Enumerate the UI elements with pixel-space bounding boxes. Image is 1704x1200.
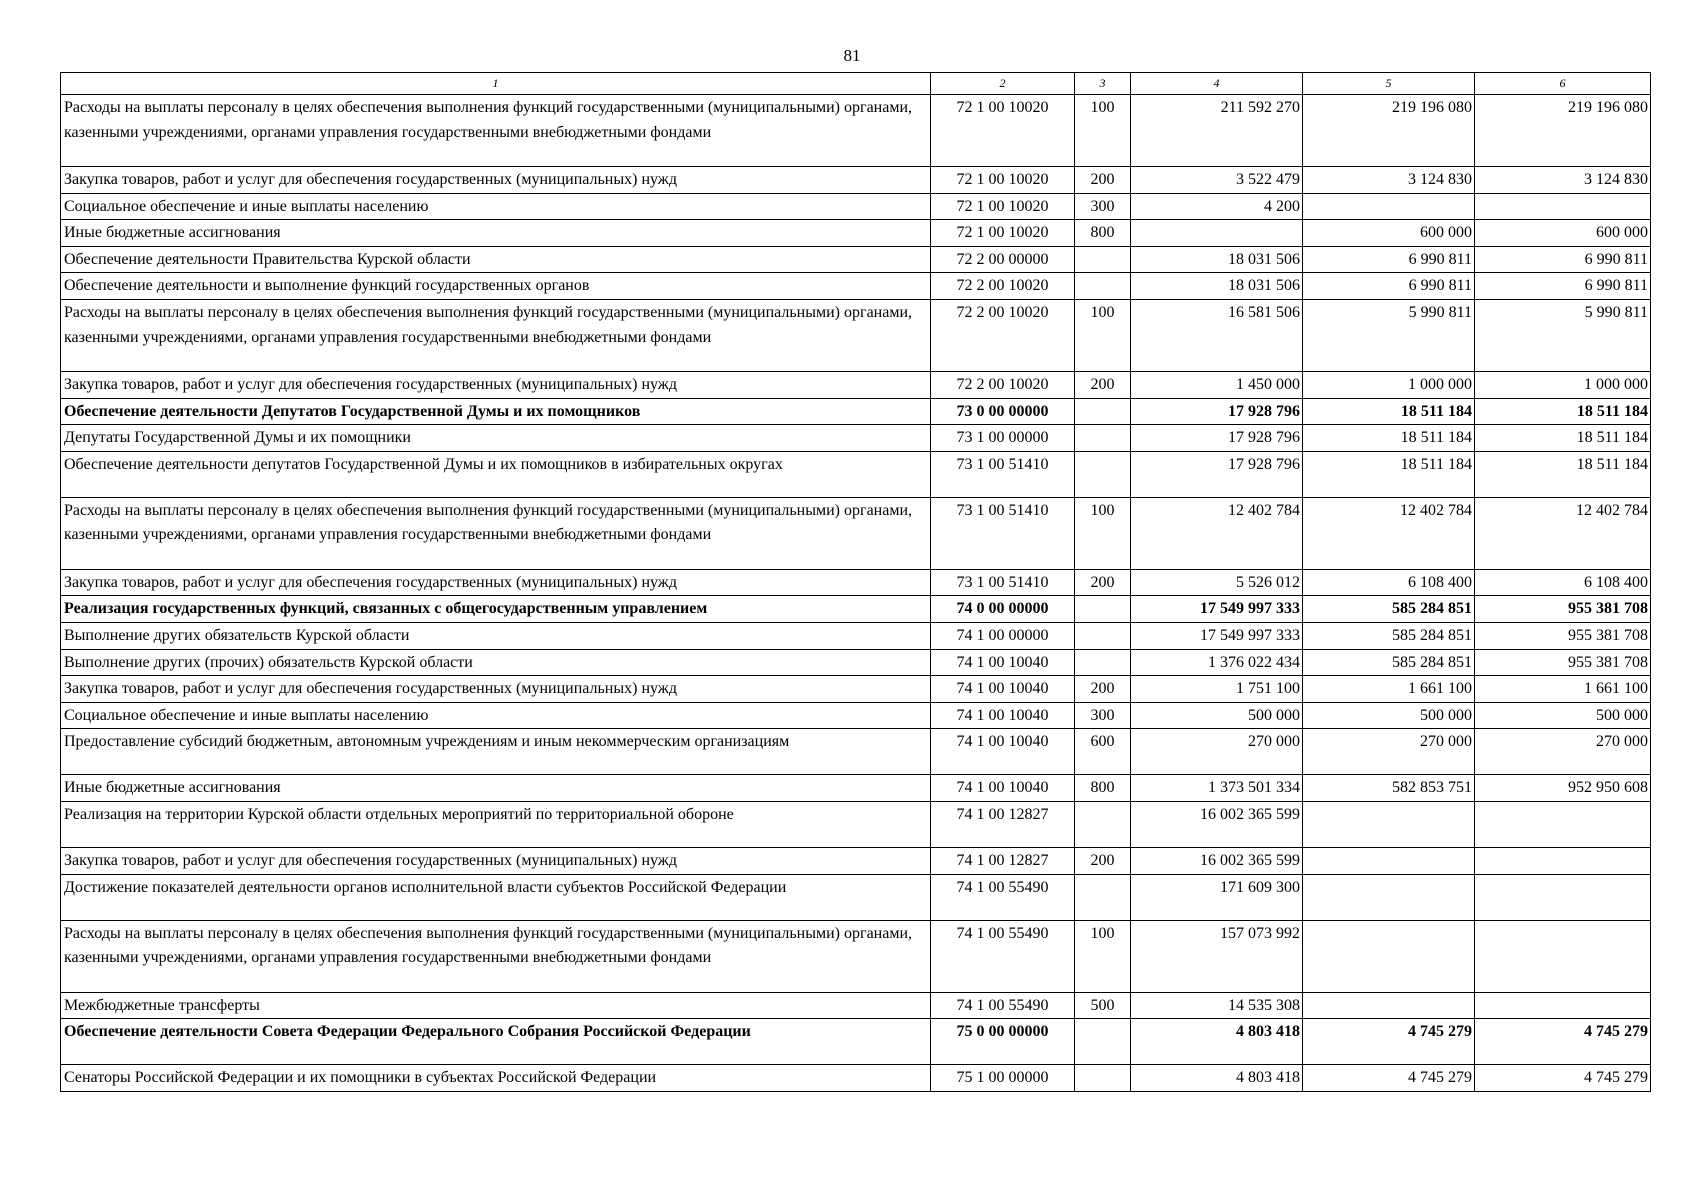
target-article-code-cell: 73 1 00 51410: [931, 569, 1075, 596]
target-article-code-cell: 72 2 00 10020: [931, 371, 1075, 398]
amount-column-5-cell: 4 745 279: [1303, 1065, 1475, 1092]
amount-column-6-cell: 1 661 100: [1475, 676, 1651, 703]
amount-column-6-cell: [1475, 920, 1651, 992]
table-row: [61, 729, 1651, 775]
amount-column-4-cell: 171 609 300: [1131, 874, 1303, 920]
expense-name-cell: Выполнение других обязательств Курской области: [61, 622, 931, 649]
target-article-code-cell: 74 1 00 10040: [931, 775, 1075, 802]
amount-column-6-cell: 6 990 811: [1475, 273, 1651, 300]
amount-column-6-cell: 1 000 000: [1475, 371, 1651, 398]
amount-column-6-cell: 12 402 784: [1475, 497, 1651, 569]
amount-column-4-cell: 17 549 997 333: [1131, 596, 1303, 623]
target-article-code-cell: 75 1 00 00000: [931, 1065, 1075, 1092]
target-article-code-cell: 74 1 00 10040: [931, 649, 1075, 676]
table-row: [61, 920, 1651, 992]
expense-type-cell: [1075, 1019, 1131, 1065]
expense-name-cell: Социальное обеспечение и иные выплаты населению: [61, 702, 931, 729]
amount-column-5-cell: 585 284 851: [1303, 649, 1475, 676]
expense-name-cell: Закупка товаров, работ и услуг для обеспечения государственных (муниципальных) нужд: [61, 847, 931, 874]
table-row: [61, 273, 1651, 300]
amount-column-6-cell: 270 000: [1475, 729, 1651, 775]
table-row: [61, 569, 1651, 596]
expense-type-cell: 100: [1075, 497, 1131, 569]
expense-name-cell: Депутаты Государственной Думы и их помощники: [61, 425, 931, 452]
amount-column-6-cell: [1475, 874, 1651, 920]
target-article-code-cell: 72 2 00 10020: [931, 299, 1075, 371]
amount-column-4-cell: 18 031 506: [1131, 246, 1303, 273]
expense-type-cell: 500: [1075, 992, 1131, 1019]
column-header-3: 3: [1075, 73, 1131, 95]
amount-column-6-cell: 600 000: [1475, 220, 1651, 247]
amount-column-5-cell: [1303, 992, 1475, 1019]
expense-type-cell: 200: [1075, 167, 1131, 194]
table-row: [61, 1065, 1651, 1092]
column-header-2: 2: [931, 73, 1075, 95]
expense-type-cell: [1075, 801, 1131, 847]
amount-column-6-cell: 500 000: [1475, 702, 1651, 729]
amount-column-5-cell: 6 990 811: [1303, 246, 1475, 273]
table-row: [61, 220, 1651, 247]
expense-name-cell: Расходы на выплаты персоналу в целях обеспечения выполнения функций государственными (муниципальными) органами, казенными учреждениями, органами управления государственными внебюджетными фондами: [61, 497, 931, 569]
table-row: [61, 371, 1651, 398]
table-body: [61, 95, 1651, 1092]
amount-column-4-cell: 1 373 501 334: [1131, 775, 1303, 802]
table-header: [61, 73, 1651, 95]
expense-name-cell: Выполнение других (прочих) обязательств Курской области: [61, 649, 931, 676]
table-row: [61, 596, 1651, 623]
table-row: [61, 649, 1651, 676]
table-row: [61, 299, 1651, 371]
expense-name-cell: Социальное обеспечение и иные выплаты населению: [61, 193, 931, 220]
amount-column-4-cell: 3 522 479: [1131, 167, 1303, 194]
expense-name-cell: Расходы на выплаты персоналу в целях обеспечения выполнения функций государственными (муниципальными) органами, казенными учреждениями, органами управления государственными внебюджетными фондами: [61, 920, 931, 992]
amount-column-4-cell: 16 002 365 599: [1131, 801, 1303, 847]
target-article-code-cell: 74 1 00 55490: [931, 920, 1075, 992]
amount-column-6-cell: 952 950 608: [1475, 775, 1651, 802]
amount-column-4-cell: 4 803 418: [1131, 1019, 1303, 1065]
table-row: [61, 847, 1651, 874]
table-row: [61, 801, 1651, 847]
expense-name-cell: Расходы на выплаты персоналу в целях обеспечения выполнения функций государственными (муниципальными) органами, казенными учреждениями, органами управления государственными внебюджетными фондами: [61, 95, 931, 167]
expense-type-cell: [1075, 596, 1131, 623]
amount-column-4-cell: 16 581 506: [1131, 299, 1303, 371]
expense-type-cell: 800: [1075, 220, 1131, 247]
target-article-code-cell: 72 1 00 10020: [931, 167, 1075, 194]
expense-name-cell: Межбюджетные трансферты: [61, 992, 931, 1019]
amount-column-5-cell: 585 284 851: [1303, 596, 1475, 623]
target-article-code-cell: 72 1 00 10020: [931, 193, 1075, 220]
amount-column-6-cell: 955 381 708: [1475, 649, 1651, 676]
target-article-code-cell: 74 1 00 12827: [931, 847, 1075, 874]
expense-name-cell: Закупка товаров, работ и услуг для обеспечения государственных (муниципальных) нужд: [61, 569, 931, 596]
expense-name-cell: Закупка товаров, работ и услуг для обеспечения государственных (муниципальных) нужд: [61, 676, 931, 703]
expense-name-cell: Закупка товаров, работ и услуг для обеспечения государственных (муниципальных) нужд: [61, 167, 931, 194]
amount-column-6-cell: 18 511 184: [1475, 451, 1651, 497]
table-row: [61, 992, 1651, 1019]
amount-column-4-cell: 1 376 022 434: [1131, 649, 1303, 676]
amount-column-5-cell: [1303, 920, 1475, 992]
amount-column-6-cell: [1475, 847, 1651, 874]
expense-type-cell: 200: [1075, 847, 1131, 874]
amount-column-5-cell: 219 196 080: [1303, 95, 1475, 167]
amount-column-6-cell: [1475, 193, 1651, 220]
amount-column-4-cell: 500 000: [1131, 702, 1303, 729]
amount-column-6-cell: 955 381 708: [1475, 596, 1651, 623]
budget-table-container: [60, 72, 1650, 1092]
amount-column-5-cell: 12 402 784: [1303, 497, 1475, 569]
amount-column-4-cell: 16 002 365 599: [1131, 847, 1303, 874]
expense-name-cell: Обеспечение деятельности Совета Федерации Федерального Собрания Российской Федерации: [61, 1019, 931, 1065]
expense-type-cell: 300: [1075, 193, 1131, 220]
amount-column-5-cell: 500 000: [1303, 702, 1475, 729]
amount-column-4-cell: 18 031 506: [1131, 273, 1303, 300]
target-article-code-cell: 73 0 00 00000: [931, 398, 1075, 425]
amount-column-6-cell: 6 990 811: [1475, 246, 1651, 273]
target-article-code-cell: 74 1 00 10040: [931, 729, 1075, 775]
target-article-code-cell: 72 2 00 10020: [931, 273, 1075, 300]
target-article-code-cell: 74 1 00 55490: [931, 992, 1075, 1019]
target-article-code-cell: 75 0 00 00000: [931, 1019, 1075, 1065]
expense-type-cell: 200: [1075, 371, 1131, 398]
amount-column-5-cell: 6 990 811: [1303, 273, 1475, 300]
target-article-code-cell: 74 1 00 12827: [931, 801, 1075, 847]
amount-column-4-cell: 17 928 796: [1131, 451, 1303, 497]
table-row: [61, 95, 1651, 167]
expense-type-cell: 600: [1075, 729, 1131, 775]
amount-column-5-cell: 270 000: [1303, 729, 1475, 775]
table-row: [61, 874, 1651, 920]
amount-column-6-cell: 5 990 811: [1475, 299, 1651, 371]
amount-column-5-cell: 600 000: [1303, 220, 1475, 247]
table-row: [61, 451, 1651, 497]
expense-name-cell: Обеспечение деятельности и выполнение функций государственных органов: [61, 273, 931, 300]
target-article-code-cell: 74 1 00 10040: [931, 702, 1075, 729]
amount-column-4-cell: 12 402 784: [1131, 497, 1303, 569]
target-article-code-cell: 72 1 00 10020: [931, 220, 1075, 247]
amount-column-5-cell: 3 124 830: [1303, 167, 1475, 194]
amount-column-6-cell: 18 511 184: [1475, 398, 1651, 425]
expense-type-cell: [1075, 649, 1131, 676]
amount-column-4-cell: 1 450 000: [1131, 371, 1303, 398]
column-header-4: 4: [1131, 73, 1303, 95]
column-number-row: [61, 73, 1651, 95]
amount-column-5-cell: [1303, 847, 1475, 874]
amount-column-4-cell: 17 928 796: [1131, 398, 1303, 425]
expense-type-cell: [1075, 246, 1131, 273]
amount-column-5-cell: 4 745 279: [1303, 1019, 1475, 1065]
target-article-code-cell: 74 0 00 00000: [931, 596, 1075, 623]
amount-column-4-cell: 211 592 270: [1131, 95, 1303, 167]
expense-type-cell: 200: [1075, 676, 1131, 703]
amount-column-4-cell: 157 073 992: [1131, 920, 1303, 992]
table-row: [61, 497, 1651, 569]
target-article-code-cell: 73 1 00 00000: [931, 425, 1075, 452]
amount-column-6-cell: 3 124 830: [1475, 167, 1651, 194]
expense-type-cell: [1075, 425, 1131, 452]
expense-name-cell: Обеспечение деятельности Правительства Курской области: [61, 246, 931, 273]
expense-type-cell: [1075, 874, 1131, 920]
expense-type-cell: 300: [1075, 702, 1131, 729]
amount-column-5-cell: [1303, 874, 1475, 920]
expense-type-cell: 100: [1075, 920, 1131, 992]
table-row: [61, 425, 1651, 452]
amount-column-4-cell: 4 803 418: [1131, 1065, 1303, 1092]
table-row: [61, 398, 1651, 425]
expense-type-cell: [1075, 398, 1131, 425]
expense-type-cell: 100: [1075, 299, 1131, 371]
amount-column-5-cell: 5 990 811: [1303, 299, 1475, 371]
expense-name-cell: Закупка товаров, работ и услуг для обеспечения государственных (муниципальных) нужд: [61, 371, 931, 398]
amount-column-5-cell: 582 853 751: [1303, 775, 1475, 802]
amount-column-4-cell: 1 751 100: [1131, 676, 1303, 703]
table-row: [61, 246, 1651, 273]
expense-type-cell: [1075, 451, 1131, 497]
amount-column-6-cell: 4 745 279: [1475, 1019, 1651, 1065]
amount-column-5-cell: 1 000 000: [1303, 371, 1475, 398]
expense-type-cell: [1075, 273, 1131, 300]
expense-type-cell: 800: [1075, 775, 1131, 802]
expense-name-cell: Сенаторы Российской Федерации и их помощники в субъектах Российской Федерации: [61, 1065, 931, 1092]
amount-column-6-cell: 4 745 279: [1475, 1065, 1651, 1092]
budget-table: [60, 72, 1651, 1092]
amount-column-5-cell: 18 511 184: [1303, 398, 1475, 425]
amount-column-4-cell: 5 526 012: [1131, 569, 1303, 596]
amount-column-5-cell: 585 284 851: [1303, 622, 1475, 649]
amount-column-6-cell: 955 381 708: [1475, 622, 1651, 649]
amount-column-6-cell: 219 196 080: [1475, 95, 1651, 167]
table-row: [61, 622, 1651, 649]
target-article-code-cell: 74 1 00 10040: [931, 676, 1075, 703]
amount-column-4-cell: 17 549 997 333: [1131, 622, 1303, 649]
amount-column-5-cell: 1 661 100: [1303, 676, 1475, 703]
target-article-code-cell: 73 1 00 51410: [931, 497, 1075, 569]
expense-type-cell: [1075, 1065, 1131, 1092]
amount-column-5-cell: [1303, 193, 1475, 220]
column-header-6: 6: [1475, 73, 1651, 95]
table-row: [61, 775, 1651, 802]
expense-name-cell: Обеспечение деятельности депутатов Государственной Думы и их помощников в избирательных округах: [61, 451, 931, 497]
table-row: [61, 1019, 1651, 1065]
amount-column-5-cell: 18 511 184: [1303, 451, 1475, 497]
amount-column-6-cell: 6 108 400: [1475, 569, 1651, 596]
table-row: [61, 193, 1651, 220]
expense-name-cell: Достижение показателей деятельности органов исполнительной власти субъектов Российской Федерации: [61, 874, 931, 920]
table-row: [61, 676, 1651, 703]
expense-name-cell: Иные бюджетные ассигнования: [61, 220, 931, 247]
amount-column-5-cell: 6 108 400: [1303, 569, 1475, 596]
expense-type-cell: 200: [1075, 569, 1131, 596]
amount-column-5-cell: 18 511 184: [1303, 425, 1475, 452]
amount-column-5-cell: [1303, 801, 1475, 847]
column-header-5: 5: [1303, 73, 1475, 95]
amount-column-6-cell: 18 511 184: [1475, 425, 1651, 452]
expense-name-cell: Иные бюджетные ассигнования: [61, 775, 931, 802]
amount-column-6-cell: [1475, 801, 1651, 847]
target-article-code-cell: 73 1 00 51410: [931, 451, 1075, 497]
expense-name-cell: Реализация государственных функций, связанных с общегосударственным управлением: [61, 596, 931, 623]
amount-column-4-cell: [1131, 220, 1303, 247]
expense-name-cell: Предоставление субсидий бюджетным, автономным учреждениям и иным некоммерческим организациям: [61, 729, 931, 775]
target-article-code-cell: 72 1 00 10020: [931, 95, 1075, 167]
target-article-code-cell: 72 2 00 00000: [931, 246, 1075, 273]
page-number: 81: [843, 46, 861, 65]
amount-column-4-cell: 14 535 308: [1131, 992, 1303, 1019]
amount-column-6-cell: [1475, 992, 1651, 1019]
table-row: [61, 167, 1651, 194]
column-header-1: 1: [61, 73, 931, 95]
target-article-code-cell: 74 1 00 00000: [931, 622, 1075, 649]
expense-name-cell: Реализация на территории Курской области отдельных мероприятий по территориальной обороне: [61, 801, 931, 847]
expense-type-cell: [1075, 622, 1131, 649]
expense-name-cell: Расходы на выплаты персоналу в целях обеспечения выполнения функций государственными (муниципальными) органами, казенными учреждениями, органами управления государственными внебюджетными фондами: [61, 299, 931, 371]
amount-column-4-cell: 17 928 796: [1131, 425, 1303, 452]
expense-name-cell: Обеспечение деятельности Депутатов Государственной Думы и их помощников: [61, 398, 931, 425]
table-row: [61, 702, 1651, 729]
expense-type-cell: 100: [1075, 95, 1131, 167]
target-article-code-cell: 74 1 00 55490: [931, 874, 1075, 920]
amount-column-4-cell: 4 200: [1131, 193, 1303, 220]
amount-column-4-cell: 270 000: [1131, 729, 1303, 775]
